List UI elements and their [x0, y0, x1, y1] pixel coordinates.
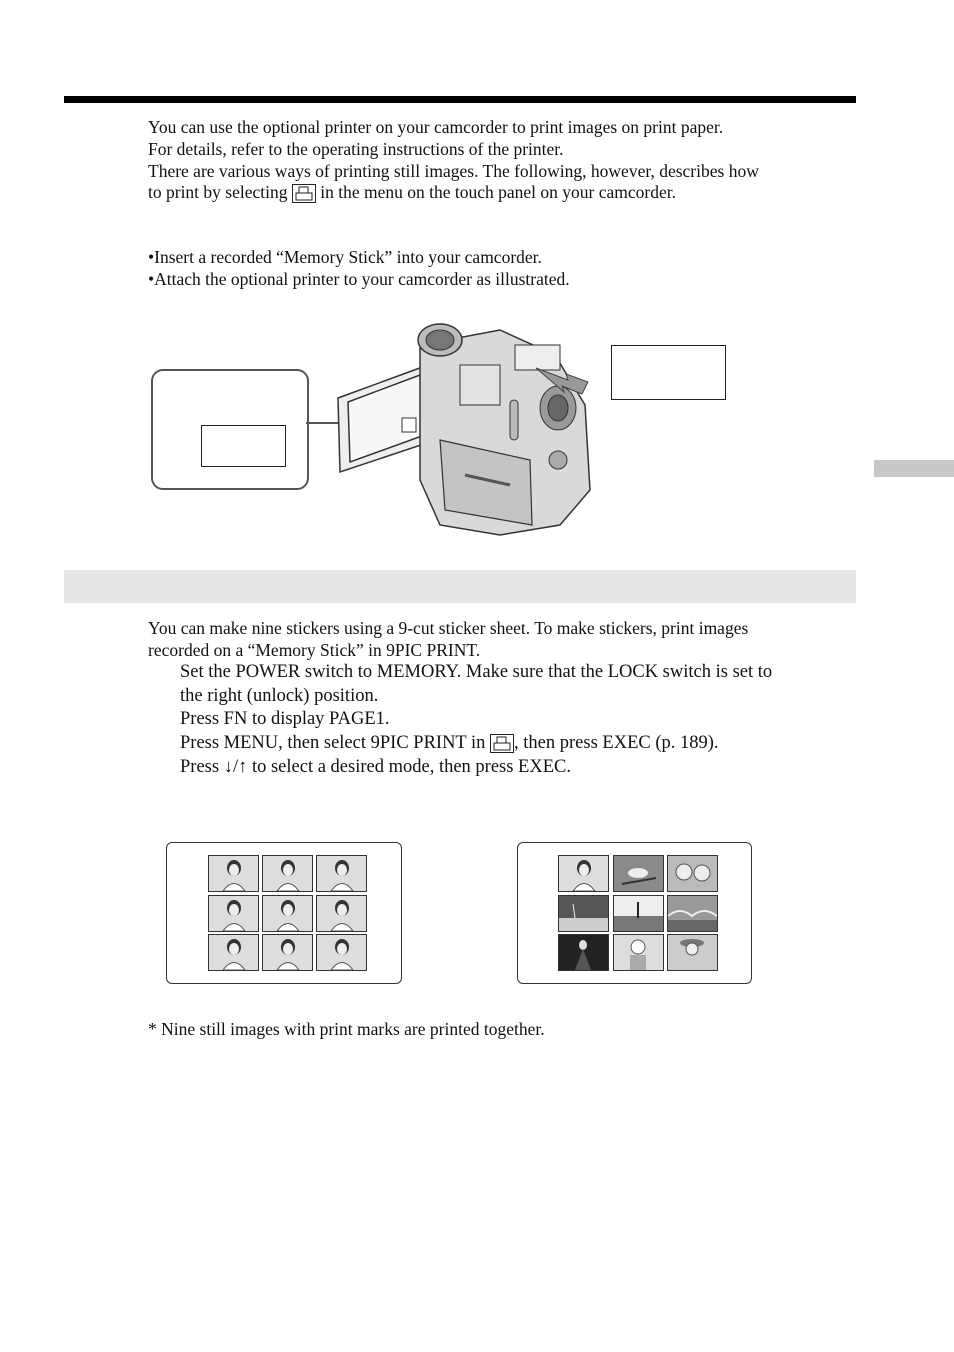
thumb-golfer [613, 895, 664, 932]
intro-line-1: You can use the optional printer on your camcorder to print images on print paper. [148, 117, 724, 137]
thumb-woman [667, 934, 718, 971]
thumb-portrait [208, 934, 259, 971]
step-1-line-2: the right (unlock) position. [180, 686, 379, 706]
intro-line-2: For details, refer to the operating instructions of the printer. [148, 139, 564, 159]
thumb-bird [613, 855, 664, 892]
thumb-portrait [316, 895, 367, 932]
sticker-line-1: You can make nine stickers using a 9-cut sticker sheet. To make stickers, print images [148, 618, 749, 638]
intro-line-3: There are various ways of printing still images. The following, however, describes how [148, 161, 759, 181]
prep-bullet-2: •Attach the optional printer to your camcorder as illustrated. [148, 269, 570, 289]
thumb-portrait [262, 895, 313, 932]
thumb-figure [558, 934, 609, 971]
section-heading-band [64, 570, 856, 603]
intro-line-4 [148, 181, 676, 203]
up-down-arrows-icon: ↓/↑ [223, 757, 248, 777]
step-4-before: Press [180, 757, 220, 777]
step-3-before: Press MENU, then select 9PIC PRINT in [180, 733, 486, 753]
thumb-portrait [208, 895, 259, 932]
section-side-tab [874, 460, 954, 477]
step-3 [180, 731, 719, 755]
step-4 [180, 755, 571, 779]
prep-bullet-1: •Insert a recorded “Memory Stick” into your camcorder. [148, 247, 542, 267]
callout-label-box [201, 425, 286, 467]
sticker-line-2: recorded on a “Memory Stick” in 9PIC PRINT. [148, 640, 481, 660]
same-image-grid [166, 842, 402, 984]
printer-label-box [611, 345, 726, 400]
thumb-portrait [558, 855, 609, 892]
thumb-child [613, 934, 664, 971]
thumb-portrait [316, 934, 367, 971]
thumb-beach [558, 895, 609, 932]
intro-line-4-after: in the menu on the touch panel on your camcorder. [320, 182, 676, 202]
step-2: Press FN to display PAGE1. [180, 709, 390, 729]
step-3-after: , then press EXEC (p. 189). [514, 733, 719, 753]
step-1-line-1: Set the POWER switch to MEMORY. Make sure that the LOCK switch is set to [180, 662, 773, 682]
different-images-grid [517, 842, 752, 984]
camcorder-illustration [300, 310, 610, 550]
thumb-portrait [208, 855, 259, 892]
thumb-children [667, 855, 718, 892]
thumb-portrait [262, 855, 313, 892]
step-4-after: to select a desired mode, then press EXEC. [251, 757, 571, 777]
print-menu-icon [292, 184, 316, 203]
print-menu-icon [490, 734, 514, 753]
thumb-bridge [667, 895, 718, 932]
top-rule [64, 96, 856, 103]
thumb-portrait [262, 934, 313, 971]
footnote: * Nine still images with print marks are printed together. [148, 1019, 545, 1039]
intro-line-4-before: to print by selecting [148, 182, 288, 202]
thumb-portrait [316, 855, 367, 892]
